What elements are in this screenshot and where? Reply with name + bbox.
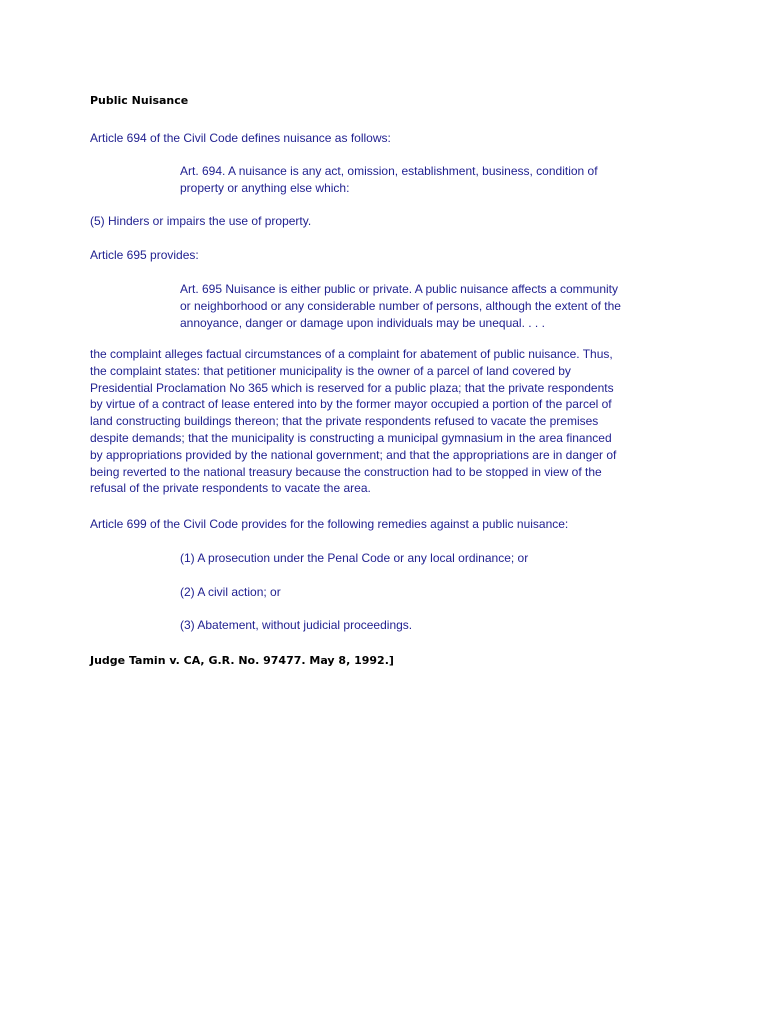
intro-article-694: Article 694 of the Civil Code defines nuisance as follows: bbox=[90, 131, 391, 145]
remedy-3: (3) Abatement, without judicial proceedings. bbox=[180, 618, 413, 632]
paragraph-line: despite demands; that the municipality is constructing a municipal gymnasium in the area financed bbox=[90, 430, 612, 445]
blockquote-line: annoyance, danger or damage upon individuals may be unequal. . . . bbox=[180, 315, 545, 330]
paragraph-line: the complaint alleges factual circumstances of a complaint for abatement of public nuisance. Thus, bbox=[90, 347, 613, 361]
remedy-2: (2) A civil action; or bbox=[180, 585, 281, 599]
item-5-paragraph: (5) Hinders or impairs the use of property. bbox=[90, 214, 312, 228]
page-title: Public Nuisance bbox=[90, 94, 189, 107]
blockquote-line: Art. 695 Nuisance is either public or private. A public nuisance affects a community bbox=[180, 282, 619, 296]
paragraph-line: by appropriations provided by the national government; and that the appropriations are in danger of bbox=[90, 447, 617, 462]
paragraph-line: Presidential Proclamation No 365 which is reserved for a public plaza; that the private respondents bbox=[90, 380, 614, 395]
case-citation: Judge Tamin v. CA, G.R. No. 97477. May 8, 1992.] bbox=[90, 654, 394, 667]
paragraph-line: refusal of the private respondents to vacate the area. bbox=[90, 481, 371, 496]
paragraph-line: land constructing buildings thereon; that the private respondents refused to vacate the premises bbox=[90, 414, 599, 429]
blockquote-line: Art. 694. A nuisance is any act, omission, establishment, business, condition of bbox=[180, 164, 598, 178]
blockquote-line: or neighborhood or any considerable number of persons, although the extent of the bbox=[180, 298, 621, 313]
complaint-paragraph bbox=[90, 346, 616, 497]
blockquote-article-694 bbox=[180, 163, 598, 197]
paragraph-line: by virtue of a contract of lease entered into by the former mayor occupied a portion of the parcel of bbox=[90, 397, 612, 412]
paragraph-line: the complaint states: that petitioner municipality is the owner of a parcel of land covered by bbox=[90, 363, 571, 378]
paragraph-line: being reverted to the national treasury because the construction had to be stopped in view of the bbox=[90, 464, 602, 479]
blockquote-line: property or anything else which: bbox=[180, 180, 350, 195]
remedy-1: (1) A prosecution under the Penal Code or any local ordinance; or bbox=[180, 551, 529, 565]
intro-article-695: Article 695 provides: bbox=[90, 248, 199, 262]
intro-article-699: Article 699 of the Civil Code provides for the following remedies against a public nuisance: bbox=[90, 517, 569, 531]
blockquote-article-695 bbox=[180, 281, 621, 331]
